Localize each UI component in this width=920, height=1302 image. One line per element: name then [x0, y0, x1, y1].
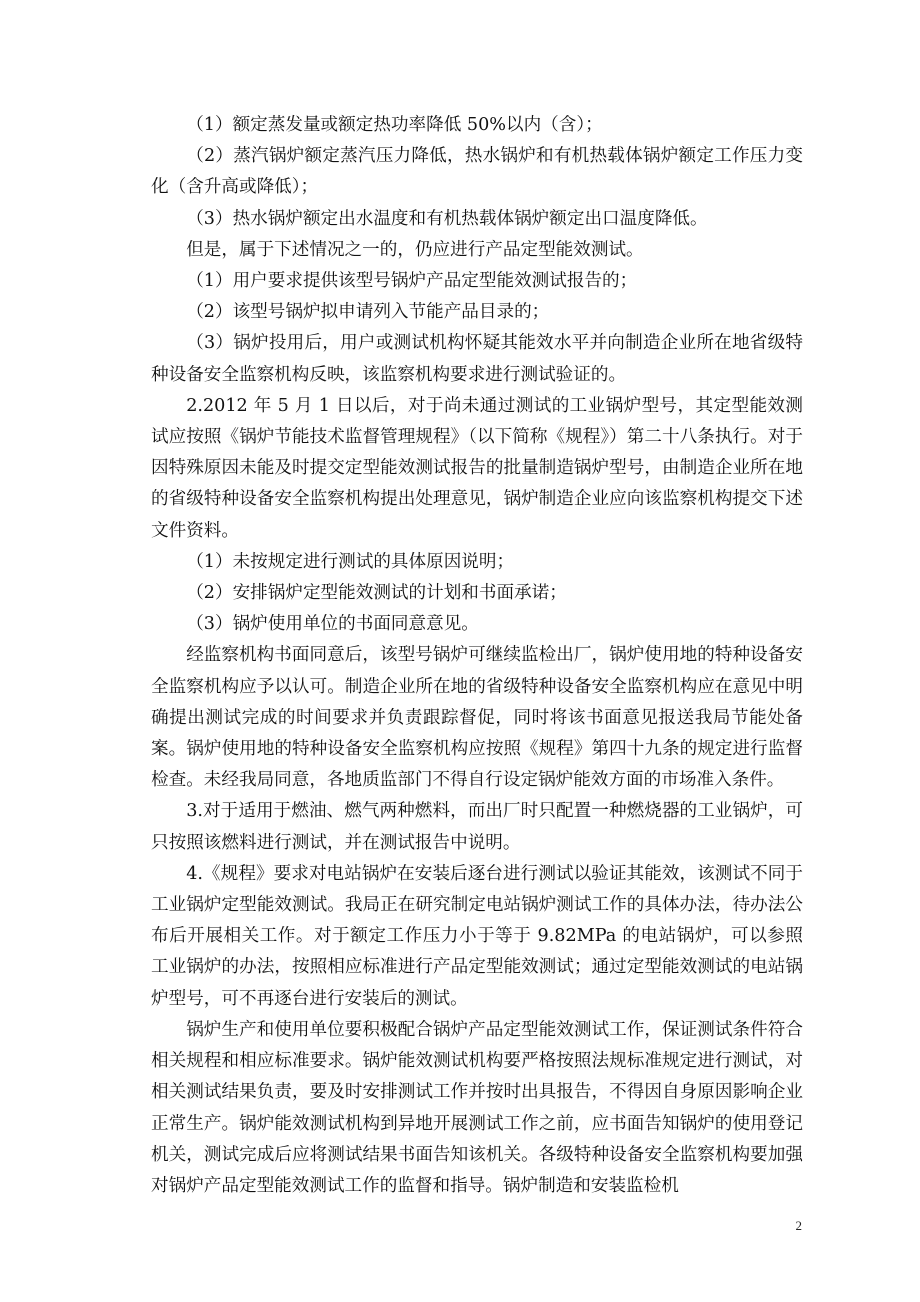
paragraph-5: （1）用户要求提供该型号锅炉产品定型能效测试报告的； [186, 271, 638, 292]
document-body [151, 110, 803, 1202]
paragraph-15: 锅炉生产和使用单位要积极配合锅炉产品定型能效测试工作，保证测试条件符合相关规程和相应标准要求。锅炉能效测试机构要严格按照法规标准规定进行测试，对相关测试结果负责，要及时安排测试工作并按时出具报告，不得因自身原因影响企业正常生产。锅炉能效测试机构到异地开展测试工作之前，应书面告知锅炉的使用登记机关，测试完成后应将测试结果书面告知该机关。各级特种设备安全监察机构要加强对锅炉产品定型能效测试工作的监督和指导。锅炉制造和安装监检机 [151, 1019, 803, 1196]
paragraph-9: （1）未按规定进行测试的具体原因说明； [186, 551, 515, 572]
paragraph-10: （2）安排锅炉定型能效测试的计划和书面承诺； [186, 583, 567, 604]
paragraph-2: （2）蒸汽锅炉额定蒸汽压力降低，热水锅炉和有机热载体锅炉额定工作压力变化（含升高或降低）； [151, 146, 803, 198]
paragraph-7: （3）锅炉投用后，用户或测试机构怀疑其能效水平并向制造企业所在地省级特种设备安全监察机构反映，该监察机构要求进行测试验证的。 [151, 333, 803, 385]
paragraph-13: 3.对于适用于燃油、燃气两种燃料，而出厂时只配置一种燃烧器的工业锅炉，可只按照该燃料进行测试，并在测试报告中说明。 [151, 801, 803, 853]
paragraph-6: （2）该型号锅炉拟申请列入节能产品目录的； [186, 302, 550, 323]
paragraph-11: （3）锅炉使用单位的书面同意意见。 [186, 614, 479, 635]
paragraph-1: （1）额定蒸发量或额定热功率降低 50%以内（含）； [186, 115, 603, 135]
paragraph-14: 4.《规程》要求对电站锅炉在安装后逐台进行测试以验证其能效，该测试不同于工业锅炉定型能效测试。我局正在研究制定电站锅炉测试工作的具体办法，待办法公布后开展相关工作。对于额定工作压力小于等于 9.82MPa 的电站锅炉，可以参照工业锅炉的办法，按照相应标准进行产品定型能效测试；通过定型能效测试的电站锅炉型号，可不再逐台进行安装后的测试。 [151, 863, 803, 1009]
page-number: 2 [795, 1218, 802, 1233]
paragraph-3: （3）热水锅炉额定出水温度和有机热载体锅炉额定出口温度降低。 [186, 208, 708, 229]
paragraph-4: 但是，属于下述情况之一的，仍应进行产品定型能效测试。 [186, 239, 644, 260]
paragraph-12: 经监察机构书面同意后，该型号锅炉可继续监检出厂，锅炉使用地的特种设备安全监察机构应予以认可。制造企业所在地的省级特种设备安全监察机构应在意见中明确提出测试完成的时间要求并负责跟踪督促，同时将该书面意见报送我局节能处备案。锅炉使用地的特种设备安全监察机构应按照《规程》第四十九条的规定进行监督检查。未经我局同意，各地质监部门不得自行设定锅炉能效方面的市场准入条件。 [151, 645, 803, 791]
paragraph-8: 2.2012 年 5 月 1 日以后，对于尚未通过测试的工业锅炉型号，其定型能效测试应按照《锅炉节能技术监督管理规程》（以下简称《规程》）第二十八条执行。对于因特殊原因未能及时提交定型能效测试报告的批量制造锅炉型号，由制造企业所在地的省级特种设备安全监察机构提出处理意见，锅炉制造企业应向该监察机构提交下述文件资料。 [151, 395, 803, 541]
